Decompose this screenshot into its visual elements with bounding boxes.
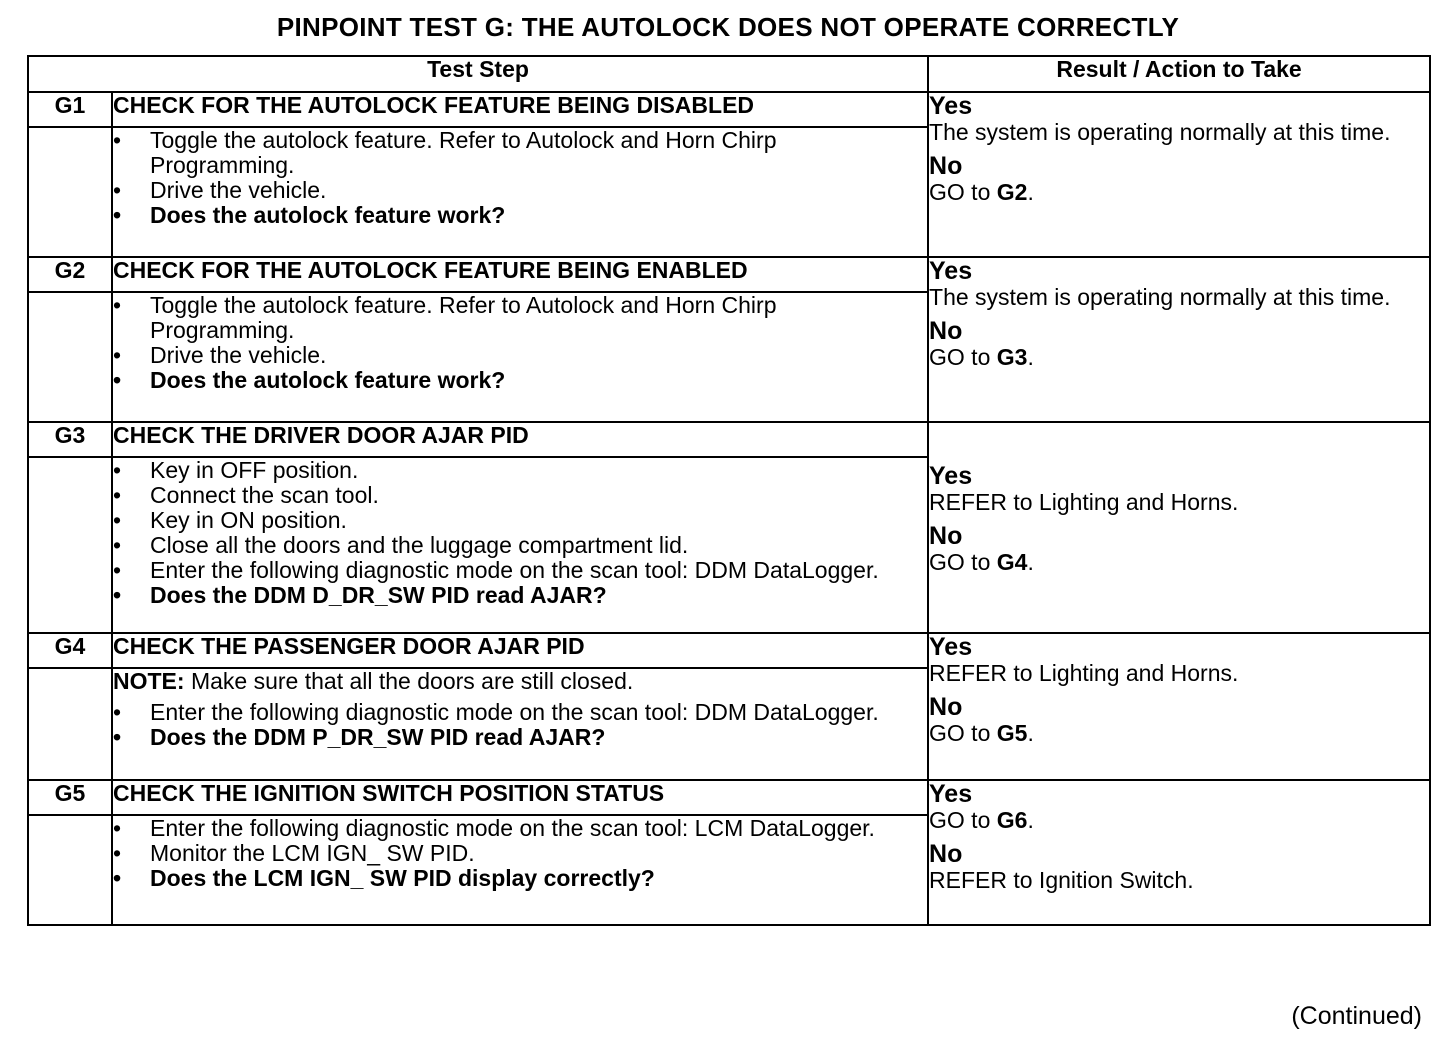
yes-action: The system is operating normally at this time. xyxy=(929,284,1391,310)
step-body xyxy=(112,815,928,925)
no-action: GO to G5. xyxy=(929,720,1034,746)
goto-target: G5 xyxy=(996,720,1028,746)
step-body xyxy=(112,292,928,422)
step-title-row xyxy=(28,257,1430,292)
step-item: • Drive the vehicle. xyxy=(113,343,927,368)
step-question: • Does the autolock feature work? xyxy=(113,368,927,393)
step-item: • Enter the following diagnostic mode on the scan tool: DDM DataLogger. xyxy=(113,558,927,583)
step-body xyxy=(112,668,928,780)
step-item: • Drive the vehicle. xyxy=(113,178,927,203)
goto-target: G6 xyxy=(996,807,1028,833)
page-title: PINPOINT TEST G: THE AUTOLOCK DOES NOT OPERATE CORRECTLY xyxy=(276,12,1180,42)
step-title-row xyxy=(28,422,1430,457)
step-item: • Close all the doors and the luggage compartment lid. xyxy=(113,533,927,558)
yes-label: Yes xyxy=(929,92,973,120)
step-body xyxy=(112,457,928,633)
step-title: CHECK THE IGNITION SWITCH POSITION STATUS xyxy=(112,780,928,815)
step-id: G5 xyxy=(28,780,112,815)
yes-label: Yes xyxy=(929,257,973,285)
step-id: G2 xyxy=(28,257,112,292)
step-result xyxy=(928,633,1430,780)
no-label: No xyxy=(929,522,963,550)
step-item: • Enter the following diagnostic mode on the scan tool: LCM DataLogger. xyxy=(113,816,927,841)
step-item: • Enter the following diagnostic mode on the scan tool: DDM DataLogger. xyxy=(113,700,927,725)
goto-target: G2 xyxy=(996,179,1028,205)
header-row xyxy=(28,56,1430,92)
test-step-header: Test Step xyxy=(28,56,928,92)
no-label: No xyxy=(929,840,963,868)
step-result xyxy=(928,92,1430,257)
step-question: • Does the DDM P_DR_SW PID read AJAR? xyxy=(113,725,927,750)
step-result xyxy=(928,422,1430,633)
continued-label: (Continued) xyxy=(1291,1002,1422,1030)
step-body xyxy=(112,127,928,257)
yes-action: REFER to Lighting and Horns. xyxy=(929,660,1239,686)
step-id: G4 xyxy=(28,633,112,668)
step-item: • Monitor the LCM IGN_ SW PID. xyxy=(113,841,927,866)
step-question: • Does the autolock feature work? xyxy=(113,203,927,228)
step-item: • Key in ON position. xyxy=(113,508,927,533)
step-result xyxy=(928,780,1430,925)
pinpoint-test-table xyxy=(27,55,1431,926)
no-label: No xyxy=(929,317,963,345)
step-question: • Does the DDM D_DR_SW PID read AJAR? xyxy=(113,583,927,608)
no-label: No xyxy=(929,152,963,180)
step-title-row xyxy=(28,780,1430,815)
no-action: REFER to Ignition Switch. xyxy=(929,867,1194,893)
goto-target: G3 xyxy=(996,344,1028,370)
step-question: • Does the LCM IGN_ SW PID display correctly? xyxy=(113,866,927,891)
step-title-row xyxy=(28,92,1430,127)
step-title: CHECK THE PASSENGER DOOR AJAR PID xyxy=(112,633,928,668)
step-id: G1 xyxy=(28,92,112,127)
goto-target: G4 xyxy=(996,549,1028,575)
step-title-row xyxy=(28,633,1430,668)
no-action: GO to G4. xyxy=(929,549,1034,575)
result-header: Result / Action to Take xyxy=(928,56,1430,92)
yes-action: The system is operating normally at this time. xyxy=(929,119,1391,145)
yes-action: GO to G6. xyxy=(929,807,1034,833)
yes-label: Yes xyxy=(929,780,973,808)
step-title: CHECK FOR THE AUTOLOCK FEATURE BEING DISABLED xyxy=(112,92,928,127)
step-title: CHECK FOR THE AUTOLOCK FEATURE BEING ENABLED xyxy=(112,257,928,292)
no-label: No xyxy=(929,693,963,721)
no-action: GO to G3. xyxy=(929,344,1034,370)
step-id: G3 xyxy=(28,422,112,457)
no-action: GO to G2. xyxy=(929,179,1034,205)
step-title: CHECK THE DRIVER DOOR AJAR PID xyxy=(112,422,928,457)
step-item: • Connect the scan tool. xyxy=(113,483,927,508)
note-text: Make sure that all the doors are still closed. xyxy=(184,668,634,694)
yes-label: Yes xyxy=(929,462,973,490)
step-note xyxy=(113,669,927,694)
yes-label: Yes xyxy=(929,633,973,661)
step-item: • Toggle the autolock feature. Refer to Autolock and Horn Chirp Programming. xyxy=(113,128,927,178)
step-item: • Key in OFF position. xyxy=(113,458,927,483)
yes-action: REFER to Lighting and Horns. xyxy=(929,489,1239,515)
step-result xyxy=(928,257,1430,422)
step-item: • Toggle the autolock feature. Refer to Autolock and Horn Chirp Programming. xyxy=(113,293,927,343)
note-label: NOTE: xyxy=(113,668,185,694)
